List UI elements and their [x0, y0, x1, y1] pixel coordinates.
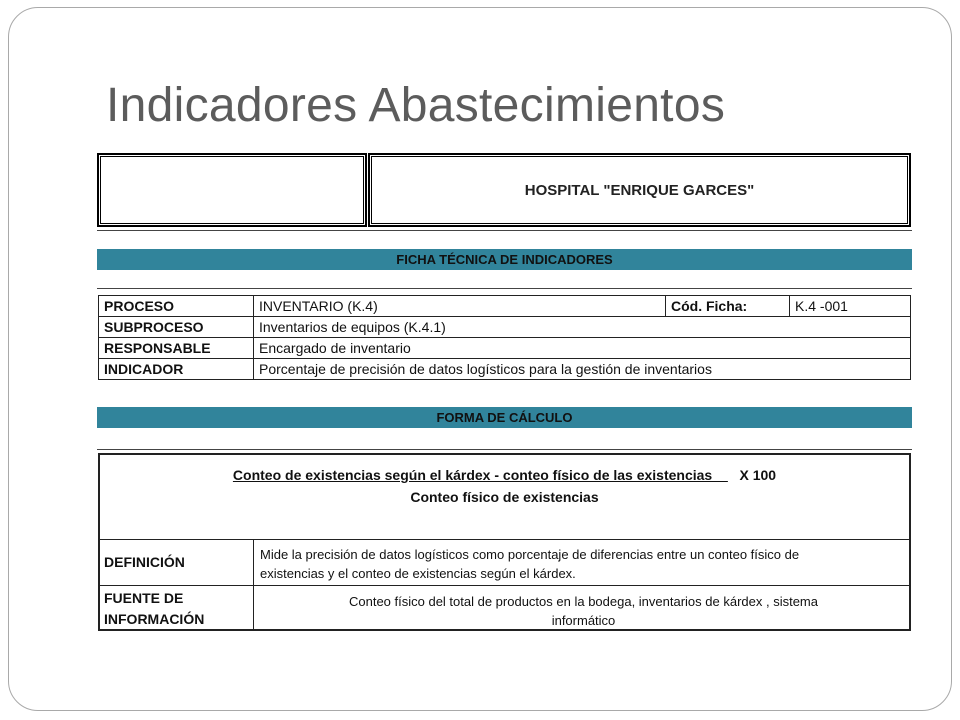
cod-ficha-label: Cód. Ficha:: [666, 296, 790, 317]
fuente-label: [104, 588, 204, 630]
table-row: [99, 296, 911, 317]
fuente-line-2: informático: [551, 613, 616, 628]
table-row: [99, 338, 911, 359]
definicion-line-2: existencias y el conteo de existencias según el kárdex.: [260, 566, 576, 581]
ficha-tecnica-band: [97, 249, 912, 270]
divider: [100, 585, 909, 586]
forma-calculo-band: [97, 407, 912, 428]
fuente-label-line-1: FUENTE DE: [104, 590, 184, 606]
definicion-text: [260, 545, 799, 583]
calculo-box: [98, 453, 911, 631]
fuente-line-1: Conteo físico del total de productos en la bodega, inventarios de kárdex , sistema: [348, 594, 818, 609]
proceso-label: PROCESO: [99, 296, 254, 317]
divider: [97, 449, 912, 450]
proceso-value: INVENTARIO (K.4): [254, 296, 666, 317]
definicion-line-1: Mide la precisión de datos logísticos como porcentaje de diferencias entre un conteo físico de: [260, 547, 800, 562]
fuente-text: [256, 592, 911, 630]
table-row: [99, 317, 911, 338]
divider: [97, 230, 912, 231]
indicador-value: Porcentaje de precisión de datos logísticos para la gestión de inventarios: [254, 359, 911, 380]
responsable-value: Encargado de inventario: [254, 338, 911, 359]
info-table: [98, 295, 911, 380]
fuente-label-line-2: INFORMACIÓN: [104, 611, 205, 627]
ficha-tecnica-label: FICHA TÉCNICA DE INDICADORES: [396, 252, 613, 267]
formula-numerator-line: [100, 467, 909, 483]
divider: [253, 539, 254, 631]
hospital-box: [368, 153, 911, 227]
subproceso-label: SUBPROCESO: [99, 317, 254, 338]
indicador-label: INDICADOR: [99, 359, 254, 380]
formula-denominator: Conteo físico de existencias: [410, 489, 599, 505]
table-row: [99, 359, 911, 380]
divider: [100, 539, 909, 540]
divider: [97, 288, 912, 289]
formula-numerator: Conteo de existencias según el kárdex - conteo físico de las existencias__: [232, 467, 728, 483]
subproceso-value: Inventarios de equipos (K.4.1): [254, 317, 911, 338]
hospital-name: HOSPITAL "ENRIQUE GARCES": [524, 181, 755, 199]
forma-calculo-label: FORMA DE CÁLCULO: [436, 410, 573, 425]
cod-ficha-value: K.4 -001: [790, 296, 911, 317]
logo-box: [97, 153, 367, 227]
responsable-label: RESPONSABLE: [99, 338, 254, 359]
formula-multiplier: X 100: [739, 467, 777, 483]
definicion-label: DEFINICIÓN: [104, 554, 185, 570]
slide-title: Indicadores Abastecimientos: [106, 79, 726, 132]
